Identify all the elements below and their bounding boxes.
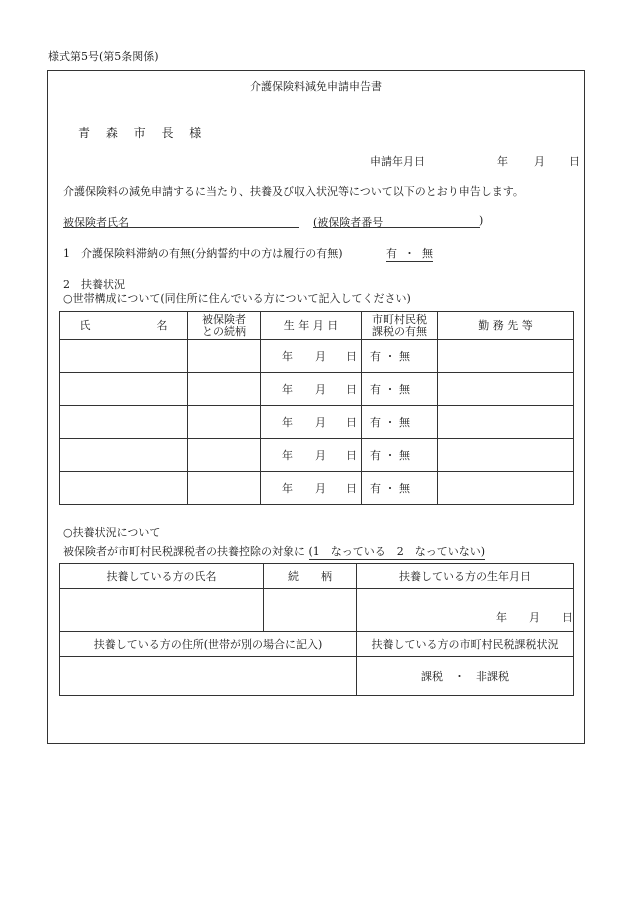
member-work-cell[interactable] xyxy=(438,406,574,439)
member-birth-cell[interactable] xyxy=(261,406,362,439)
member-name-cell[interactable] xyxy=(60,439,188,472)
member-tax-cell[interactable]: 有 ・ 無 xyxy=(362,472,438,505)
household-label: ○世帯構成について(同住所に住んでいる方について記入してください) xyxy=(63,292,411,305)
form-title: 介護保険料減免申請申告書 xyxy=(250,80,382,93)
household-row xyxy=(60,340,574,373)
supporter-tax-cell[interactable]: 課税 ・ 非課税 xyxy=(357,657,574,696)
header-work: 勤 務 先 等 xyxy=(438,312,574,340)
header-supporter-birth: 扶養している方の生年月日 xyxy=(357,564,574,589)
insured-name-field[interactable] xyxy=(63,227,299,228)
birth-year: 年 xyxy=(282,416,293,429)
household-table xyxy=(59,311,574,505)
household-row xyxy=(60,439,574,472)
member-relation-cell[interactable] xyxy=(188,439,261,472)
header-supporter-tax: 扶養している方の市町村民税課税状況 xyxy=(357,632,574,657)
member-name-cell[interactable] xyxy=(60,340,188,373)
member-birth-cell[interactable] xyxy=(261,340,362,373)
header-tax: 市町村民税 課税の有無 xyxy=(362,312,438,340)
q1-label: 1 介護保険料滞納の有無(分納誓約中の方は履行の有無) xyxy=(63,247,343,260)
support-row-2 xyxy=(60,657,574,696)
member-relation-cell[interactable] xyxy=(188,373,261,406)
birth-day: 日 xyxy=(346,350,357,363)
birth-month: 月 xyxy=(315,482,326,495)
birth-day: 日 xyxy=(346,383,357,396)
date-day-field[interactable]: 日 xyxy=(569,155,580,168)
header-supporter-name: 扶養している方の氏名 xyxy=(60,564,264,589)
support-heading: ○扶養状況について xyxy=(63,526,161,539)
date-month-field[interactable]: 月 xyxy=(534,155,545,168)
addressee: 青 森 市 長 様 xyxy=(78,126,208,140)
header-supporter-address: 扶養している方の住所(世帯が別の場合に記入) xyxy=(60,632,357,657)
q1-separator: ・ xyxy=(404,247,415,260)
supporter-name-cell[interactable] xyxy=(60,589,264,632)
member-relation-cell[interactable] xyxy=(188,406,261,439)
household-row xyxy=(60,406,574,439)
header-relation: 被保険者 との続柄 xyxy=(188,312,261,340)
support-table xyxy=(59,563,574,696)
member-work-cell[interactable] xyxy=(438,340,574,373)
support-options[interactable]: (1 なっている 2 なっていない) xyxy=(308,545,486,558)
birth-month: 月 xyxy=(315,350,326,363)
birth-month: 月 xyxy=(315,416,326,429)
member-tax-cell[interactable]: 有 ・ 無 xyxy=(362,439,438,472)
insured-name-label: 被保険者氏名 xyxy=(63,216,129,229)
q1-no-option[interactable]: 無 xyxy=(422,247,433,260)
insured-number-field[interactable] xyxy=(313,227,480,228)
supporter-address-cell[interactable] xyxy=(60,657,357,696)
household-row xyxy=(60,373,574,406)
birth-year: 年 xyxy=(282,350,293,363)
q2-label: 2 扶養状況 xyxy=(63,278,125,291)
insured-number-close: ) xyxy=(479,214,484,227)
member-birth-cell[interactable] xyxy=(261,472,362,505)
birth-day: 日 xyxy=(346,482,357,495)
insured-number-label: (被保険者番号 xyxy=(313,216,384,229)
birth-month: 月 xyxy=(315,449,326,462)
household-row xyxy=(60,472,574,505)
member-work-cell[interactable] xyxy=(438,472,574,505)
supporter-relation-cell[interactable] xyxy=(264,589,357,632)
header-name: 氏 名 xyxy=(60,312,188,340)
q1-answer[interactable] xyxy=(386,245,433,261)
birth-day: 日 xyxy=(346,416,357,429)
household-header-row xyxy=(60,312,574,340)
supporter-birth-cell[interactable]: 年 月 日 xyxy=(357,589,574,632)
birth-year: 年 xyxy=(282,482,293,495)
birth-month: 月 xyxy=(315,383,326,396)
form-id: 様式第5号(第5条関係) xyxy=(48,50,159,63)
date-year-field[interactable]: 年 xyxy=(497,155,508,168)
member-name-cell[interactable] xyxy=(60,373,188,406)
birth-year: 年 xyxy=(282,449,293,462)
intro-text: 介護保険料の減免申請するに当たり、扶養及び収入状況等について以下のとおり申告します。 xyxy=(63,185,524,198)
member-birth-cell[interactable] xyxy=(261,439,362,472)
member-tax-cell[interactable]: 有 ・ 無 xyxy=(362,373,438,406)
birth-day: 日 xyxy=(346,449,357,462)
member-work-cell[interactable] xyxy=(438,439,574,472)
support-row-1 xyxy=(60,589,574,632)
support-question-text: 被保険者が市町村民税課税者の扶養控除の対象に xyxy=(63,545,305,558)
support-header-row-1 xyxy=(60,564,574,589)
support-question xyxy=(63,543,485,559)
header-supporter-relation: 続 柄 xyxy=(264,564,357,589)
application-date-label: 申請年月日 xyxy=(370,155,425,168)
q1-yes-option[interactable]: 有 xyxy=(386,247,397,260)
birth-year: 年 xyxy=(282,383,293,396)
member-name-cell[interactable] xyxy=(60,472,188,505)
member-work-cell[interactable] xyxy=(438,373,574,406)
support-header-row-2 xyxy=(60,632,574,657)
member-relation-cell[interactable] xyxy=(188,472,261,505)
member-birth-cell[interactable] xyxy=(261,373,362,406)
member-relation-cell[interactable] xyxy=(188,340,261,373)
member-tax-cell[interactable]: 有 ・ 無 xyxy=(362,340,438,373)
member-tax-cell[interactable]: 有 ・ 無 xyxy=(362,406,438,439)
header-birth: 生 年 月 日 xyxy=(261,312,362,340)
member-name-cell[interactable] xyxy=(60,406,188,439)
